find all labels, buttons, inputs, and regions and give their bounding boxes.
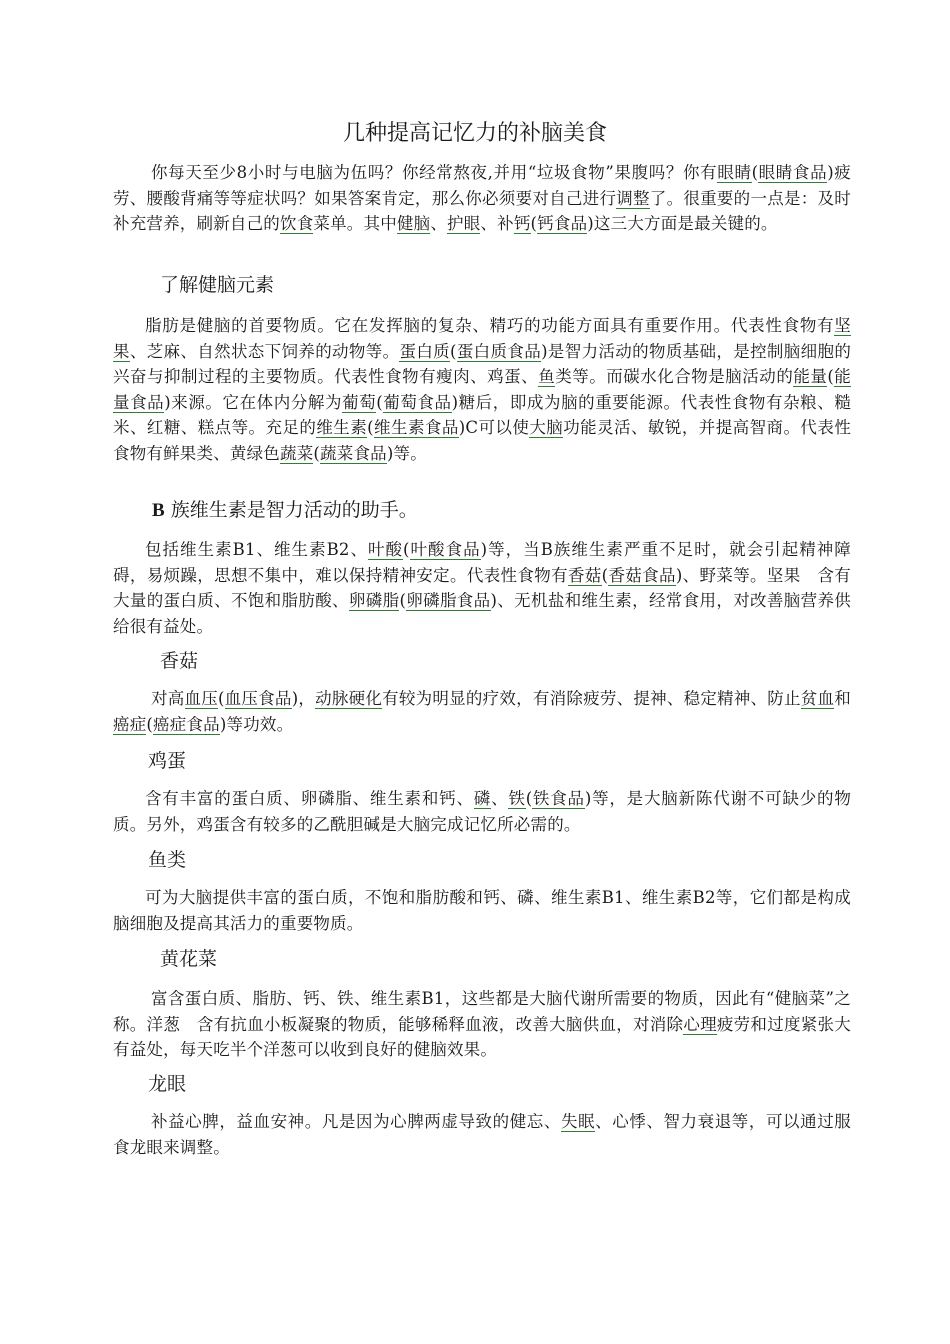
link-mushroom-food[interactable]: 香菇食品	[608, 565, 676, 585]
section-heading-longan: 龙眼	[148, 1073, 187, 1095]
link-adjust[interactable]: 调整	[616, 188, 650, 208]
section-heading-daylily: 黄花菜	[160, 948, 218, 970]
text: (	[450, 341, 457, 361]
section-heading-brain-elements: 了解健脑元素	[160, 274, 275, 296]
text: (	[146, 714, 154, 734]
text: 包括维生素B1、维生素B2、	[145, 540, 368, 559]
link-eyes[interactable]: 眼睛	[717, 163, 752, 182]
link-iron-food[interactable]: 铁食品	[532, 789, 585, 808]
text: )、野菜等。坚果 含有大量的蛋白质、不饱和脂肪酸、	[113, 565, 851, 611]
link-cancer[interactable]: 癌症	[113, 714, 147, 734]
paragraph-egg	[113, 786, 851, 837]
link-energy[interactable]: 能量	[793, 367, 828, 387]
section-heading-mushroom: 香菇	[160, 650, 199, 672]
paragraph-daylily	[113, 986, 851, 1063]
intro-paragraph	[113, 160, 851, 237]
text: (	[403, 540, 410, 559]
text: 类等。而碳水化合物是脑活动的	[555, 367, 794, 387]
link-arteriosclerosis[interactable]: 动脉硬化	[315, 689, 383, 708]
heading-text: 族维生素是智力活动的助手。	[164, 499, 418, 521]
paragraph-longan	[113, 1109, 851, 1160]
link-vitamin-food[interactable]: 维生素食品	[373, 418, 459, 438]
section-heading-egg: 鸡蛋	[148, 750, 187, 772]
link-calcium[interactable]: 钙	[513, 214, 531, 234]
text: (	[313, 443, 321, 463]
link-calcium-food[interactable]: 钙食品	[537, 214, 588, 234]
text: (	[530, 214, 538, 234]
section-heading-vitamin-b	[152, 497, 418, 524]
text: )等。	[386, 443, 427, 463]
text: 了。很重要的一点是：及时补充营养，刷新自己的	[113, 188, 852, 234]
link-protein[interactable]: 蛋白质	[399, 341, 451, 361]
link-eye-care[interactable]: 护眼	[447, 214, 481, 234]
text: 含有丰富的蛋白质、卵磷脂、维生素和钙、	[145, 789, 474, 808]
link-protein-food[interactable]: 蛋白质食品	[456, 341, 542, 361]
text: (	[367, 418, 374, 438]
link-iron[interactable]: 铁	[508, 789, 526, 808]
link-cancer-food[interactable]: 癌症食品	[153, 714, 220, 734]
link-blood-pressure[interactable]: 血压	[184, 689, 218, 708]
link-folic-acid[interactable]: 叶酸	[367, 540, 404, 559]
text: 功能灵活、敏锐，并提高智商。代表性食物有鲜果类、黄绿色	[113, 418, 852, 463]
paragraph-fish	[113, 885, 851, 936]
text: )等功效。	[219, 714, 294, 734]
link-diet[interactable]: 饮食	[280, 214, 314, 234]
link-brain-health[interactable]: 健脑	[396, 214, 431, 234]
text: 、	[491, 789, 509, 808]
link-grape-food[interactable]: 葡萄食品	[382, 392, 452, 412]
text: )糖后，即成为脑的重要能源。代表性食物有杂粮、糙米、红糖、糕点等。充足的	[113, 392, 852, 438]
link-fish[interactable]: 鱼	[538, 367, 556, 387]
text: 、心悸、智力衰退等，可以通过服食龙眼来调整。	[113, 1112, 851, 1157]
text: )，	[291, 689, 316, 708]
section-heading-fish: 鱼类	[148, 849, 187, 871]
link-blood-pressure-food[interactable]: 血压食品	[224, 689, 292, 708]
text: 和	[834, 689, 851, 708]
text: 对高	[151, 689, 185, 708]
link-vitamin[interactable]: 维生素	[316, 418, 368, 438]
text: (	[399, 591, 407, 611]
text: )这三大方面是最关键的。	[587, 214, 778, 234]
text: 富含蛋白质、脂肪、钙、铁、维生素B1，这些都是大脑代谢所需要的物质，因此有“健脑菜”之称。洋葱 含有抗血小板凝聚的物质，能够稀释血液，改善大脑供血，对消除	[113, 989, 851, 1034]
paragraph-brain-elements	[113, 313, 851, 467]
link-mushroom[interactable]: 香菇	[567, 565, 602, 585]
text: )疲劳、腰酸背痛等等症状吗？如果答案肯定，那么你必须要对自己进行	[113, 163, 851, 208]
text: )、无机盐和维生素，经常食用，对改善脑营养供给很有益处。	[113, 591, 851, 636]
link-nuts[interactable]: 坚果	[113, 316, 851, 361]
link-vegetable[interactable]: 蔬菜	[280, 443, 314, 463]
text: )等，是大脑新陈代谢不可缺少的物质。另外，鸡蛋含有较多的乙酰胆碱是大脑完成记忆所必需的。	[113, 789, 852, 834]
text: (	[601, 565, 609, 585]
link-lecithin[interactable]: 卵磷脂	[348, 591, 400, 611]
link-folic-acid-food[interactable]: 叶酸食品	[409, 540, 481, 559]
text: 补益心脾，益血安神。凡是因为心脾两虚导致的健忘、	[151, 1112, 561, 1131]
text: 你每天至少8小时与电脑为伍吗？你经常熬夜,并用“垃圾食物”果腹吗？你有	[151, 163, 718, 182]
link-phosphorus[interactable]: 磷	[473, 789, 492, 808]
text: 、补	[480, 214, 514, 234]
page-title: 几种提高记忆力的补脑美食	[342, 121, 607, 146]
text: 、芝麻、自然状态下饲养的动物等。	[129, 341, 400, 361]
text: (	[218, 689, 225, 708]
link-vegetable-food[interactable]: 蔬菜食品	[320, 443, 387, 463]
text: (	[525, 789, 533, 808]
link-energy-food[interactable]: 能量食品	[113, 367, 851, 412]
text: 、	[430, 214, 448, 234]
text: (	[751, 163, 759, 182]
text: (	[376, 392, 383, 412]
text: 菜单。其中	[313, 214, 397, 234]
text: )等，当B族维生素严重不足时，就会引起精神障碍，易烦躁，思想不集中，难以保持精神安定。代表性食物有	[113, 540, 851, 585]
text: )是智力活动的物质基础，是控制脑细胞的兴奋与抑制过程的主要物质。代表性食物有瘦肉、鸡蛋、	[113, 341, 852, 387]
link-eye-food[interactable]: 眼睛食品	[758, 163, 828, 182]
link-lecithin-food[interactable]: 卵磷脂食品	[406, 591, 491, 611]
paragraph-mushroom	[113, 686, 851, 737]
text: 疲劳和过度紧张大有益处，每天吃半个洋葱可以收到良好的健脑效果。	[113, 1014, 851, 1060]
link-brain[interactable]: 大脑	[529, 418, 564, 438]
text: )来源。它在体内分解为	[164, 392, 343, 412]
text: )C可以使	[458, 418, 530, 438]
text: 脂肪是健脑的首要物质。它在发挥脑的复杂、精巧的功能方面具有重要作用。代表性食物有	[145, 316, 835, 335]
text: 有较为明显的疗效，有消除疲劳、提神、稳定精神、防止	[382, 689, 801, 708]
link-anemia[interactable]: 贫血	[800, 689, 835, 708]
text: (	[827, 367, 834, 387]
link-psychology[interactable]: 心理	[683, 1014, 717, 1034]
text: 可为大脑提供丰富的蛋白质，不饱和脂肪酸和钙、磷、维生素B1、维生素B2等，它们都是构成脑细胞及提高其活力的重要物质。	[113, 888, 851, 933]
link-grape[interactable]: 葡萄	[342, 392, 377, 412]
paragraph-vitamin-b	[113, 537, 851, 639]
heading-bold-letter: B	[152, 500, 165, 521]
link-insomnia[interactable]: 失眠	[560, 1112, 596, 1131]
